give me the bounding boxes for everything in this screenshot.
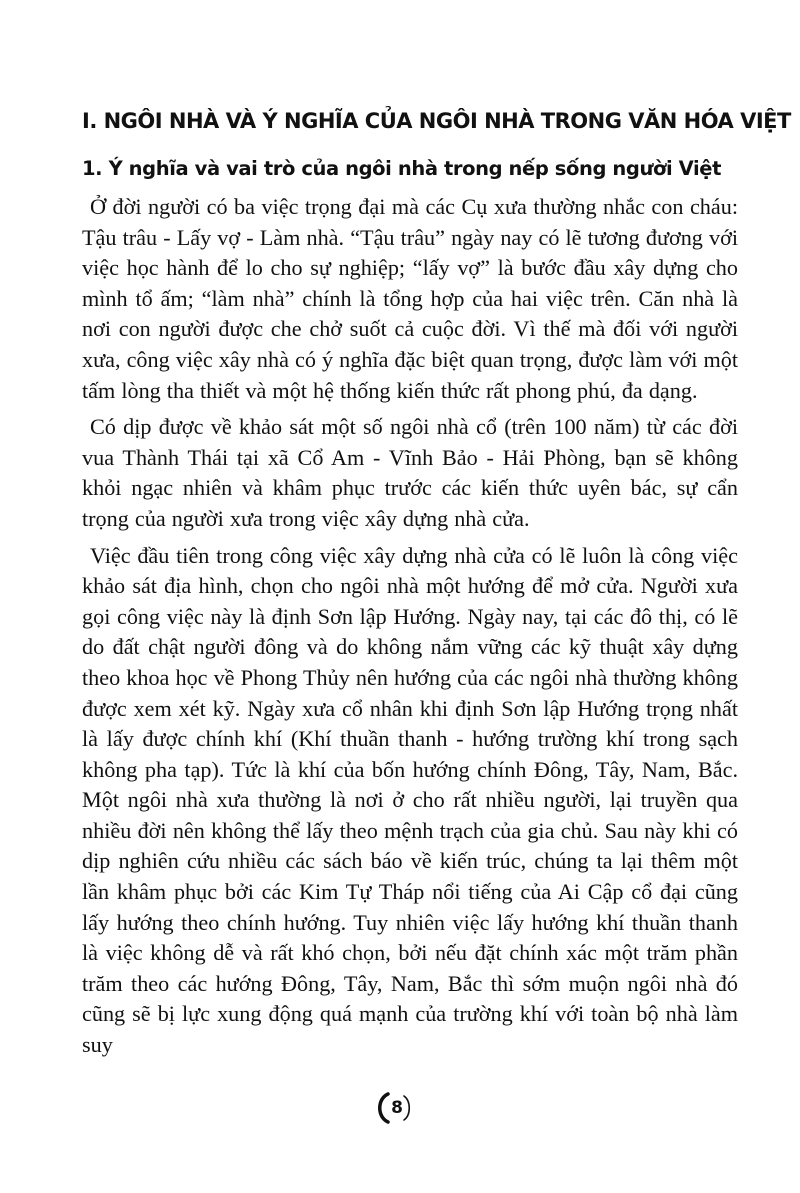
paragraph-1: Ở đời người có ba việc trọng đại mà các Cụ xưa thường nhắc con cháu: Tậu trâu - Lấy vợ - Làm nhà. “Tậu trâu” ngày nay có lẽ tương đương với việc học hành để lo cho sự nghiệp; “lấy vợ” là bước đầu xây dựng cho mình tổ ấm; “làm nhà” chính là tổng hợp của hai việc trên. Căn nhà là nơi con người được che chở suốt cả cuộc đời. Vì thế mà đối với người xưa, công việc xây nhà có ý nghĩa đặc biệt quan trọng, được làm với một tấm lòng tha thiết và một hệ thống kiến thức rất phong phú, đa dạng. (82, 194, 738, 403)
page-number (371, 1090, 421, 1126)
chapter-title: I. NGÔI NHÀ VÀ Ý NGHĨA CỦA NGÔI NHÀ TRONG VĂN HÓA VIỆT (82, 109, 791, 133)
page-content (82, 104, 791, 1067)
page-number-text: 8 (391, 1098, 403, 1118)
section-title: 1. Ý nghĩa và vai trò của ngôi nhà trong nếp sống người Việt (82, 157, 721, 180)
paragraph-3: Việc đầu tiên trong công việc xây dựng nhà cửa có lẽ luôn là công việc khảo sát địa hình, chọn cho ngôi nhà một hướng để mở cửa. Người xưa gọi công việc này là định Sơn lập Hướng. Ngày nay, tại các đô thị, có lẽ do đất chật người đông và do không nắm vững các kỹ thuật xây dựng theo khoa học về Phong Thủy nên hướng của các ngôi nhà thường không được xem xét kỹ. Ngày xưa cổ nhân khi định Sơn lập Hướng trọng nhất là lấy được chính khí (Khí thuần thanh - hướng trường khí trong sạch không pha tạp). Tức là khí của bốn hướng chính Đông, Tây, Nam, Bắc. Một ngôi nhà xưa thường là nơi ở cho rất nhiều người, lại truyền qua nhiều đời nên không thể lấy theo mệnh trạch của gia chủ. Sau này khi có dịp nghiên cứu nhiều các sách báo về kiến trúc, chúng ta lại thêm một lần khâm phục bởi các Kim Tự Tháp nổi tiếng của Ai Cập cổ đại cũng lấy hướng theo chính hướng. Tuy nhiên việc lấy hướng khí thuần thanh là việc không dễ và rất khó chọn, bởi nếu đặt chính xác một trăm phần trăm theo các hướng Đông, Tây, Nam, Bắc thì sớm muộn ngôi nhà đó cũng sẽ bị lực xung động quá mạnh của trường khí với toàn bộ nhà làm suy (82, 542, 738, 1058)
paragraph-2: Có dịp được về khảo sát một số ngôi nhà cổ (trên 100 năm) từ các đời vua Thành Thái tại xã Cổ Am - Vĩnh Bảo - Hải Phòng, bạn sẽ không khỏi ngạc nhiên và khâm phục trước các kiến thức uyên bác, sự cẩn trọng của người xưa trong việc xây dựng nhà cửa. (82, 414, 738, 531)
